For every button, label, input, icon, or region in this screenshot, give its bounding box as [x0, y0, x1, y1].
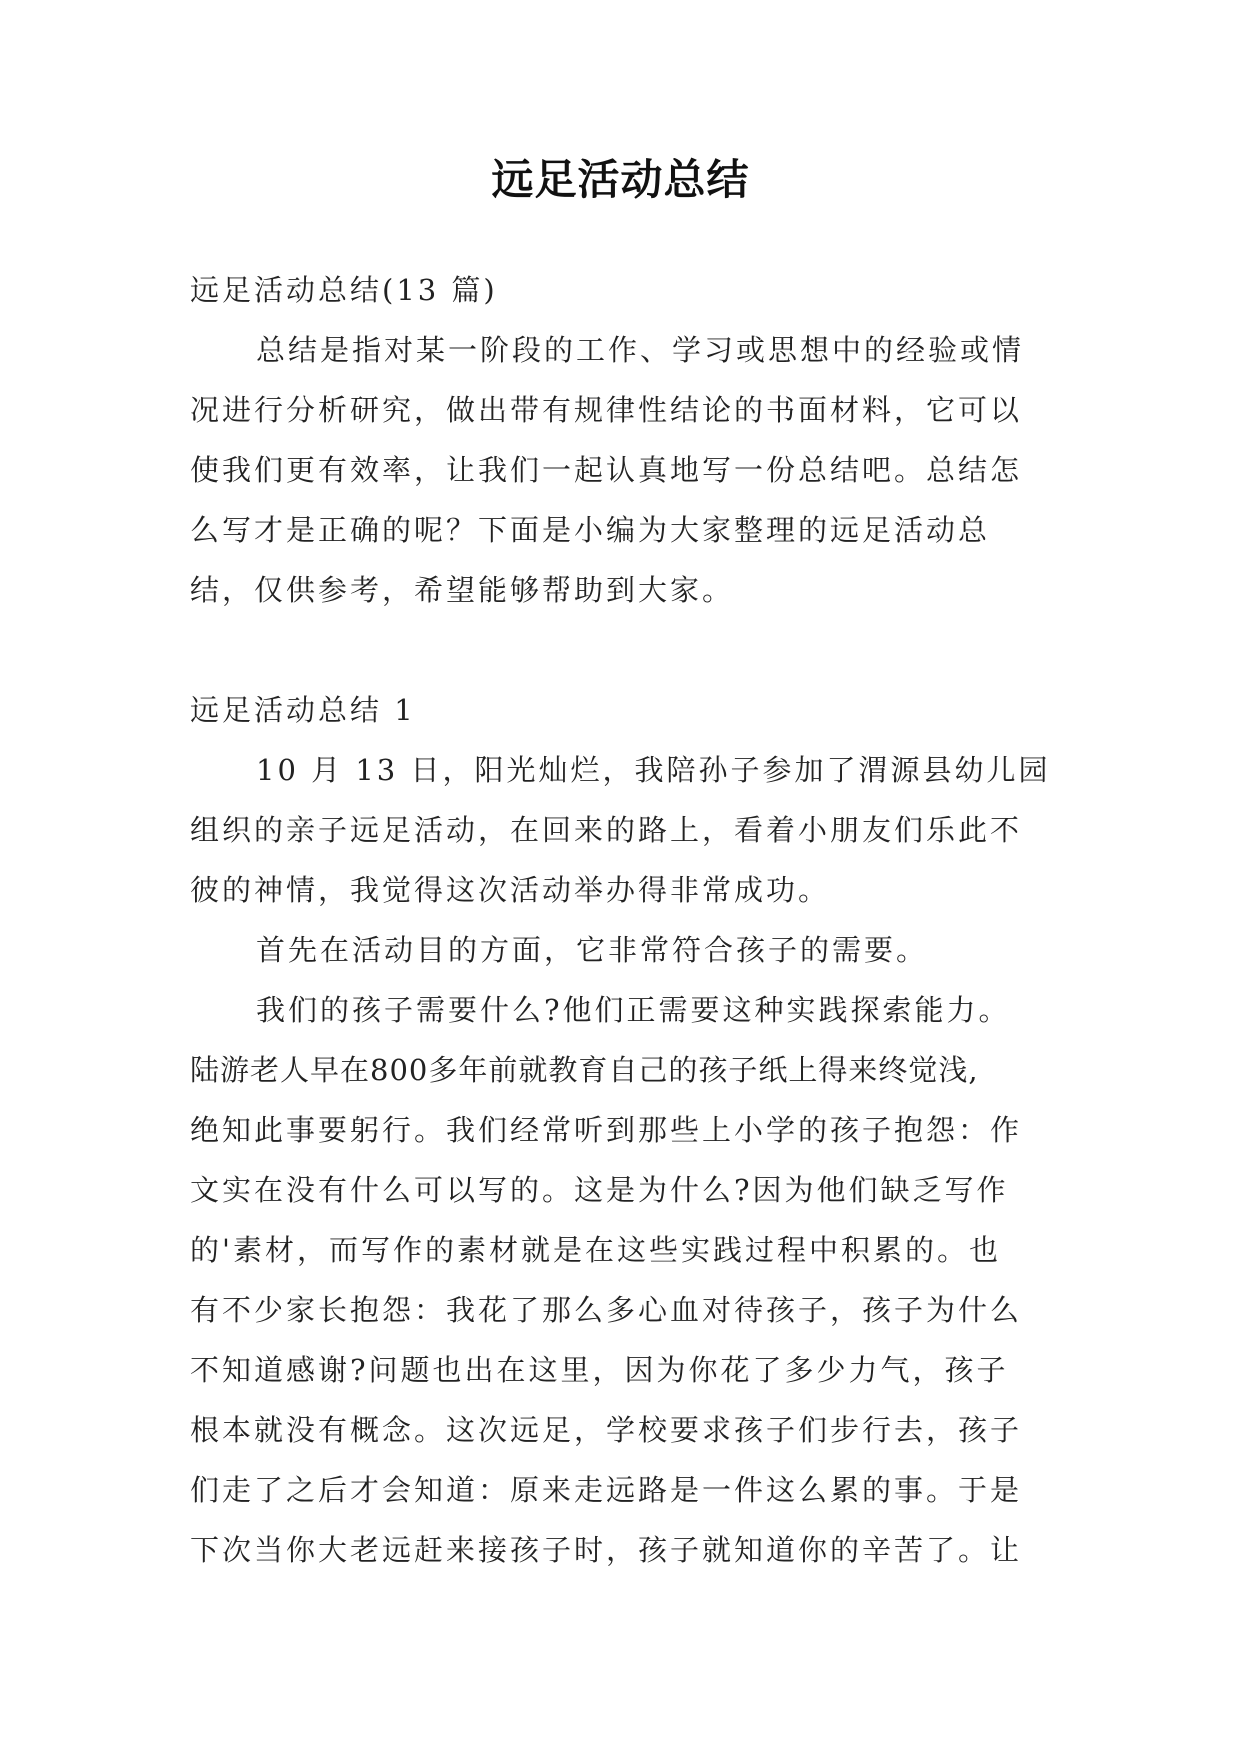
text-line: 使我们更有效率，让我们一起认真地写一份总结吧。总结怎: [190, 453, 1023, 487]
spacer: [190, 620, 1056, 680]
paragraph-2: [190, 920, 1056, 980]
text-line: 的'素材，而写作的素材就是在这些实践过程中积累的。也: [190, 1233, 1001, 1267]
text-line: 绝知此事要躬行。我们经常听到那些上小学的孩子抱怨：作: [190, 1113, 1023, 1147]
text-line: 组织的亲子远足活动，在回来的路上，看着小朋友们乐此不: [190, 813, 1023, 847]
paragraph-3: [190, 980, 1056, 1580]
document-body: [190, 260, 1056, 1580]
paragraph-1: [190, 740, 1056, 920]
intro-paragraph: [190, 320, 1056, 620]
text-line: 陆游老人早在800多年前就教育自己的孩子纸上得来终觉浅,: [190, 1053, 979, 1087]
text-line: 么写才是正确的呢？下面是小编为大家整理的远足活动总: [190, 513, 991, 547]
text-line: 下次当你大老远赶来接孩子时，孩子就知道你的辛苦了。让: [190, 1533, 1023, 1567]
text-line: 不知道感谢?问题也出在这里，因为你花了多少力气，孩子: [190, 1353, 1009, 1387]
text-line: 有不少家长抱怨：我花了那么多心血对待孩子，孩子为什么: [190, 1293, 1023, 1327]
text-line: 首先在活动目的方面，它非常符合孩子的需要。: [256, 933, 929, 967]
text-line: 10 月 13 日，阳光灿烂，我陪孙子参加了渭源县幼儿园: [256, 753, 1051, 787]
text-line: 们走了之后才会知道：原来走远路是一件这么累的事。于是: [190, 1473, 1023, 1507]
text-line: 我们的孩子需要什么?他们正需要这种实践探索能力。: [256, 993, 1011, 1027]
text-line: 结，仅供参考，希望能够帮助到大家。: [190, 573, 735, 607]
section-heading: 远足活动总结 1: [190, 693, 416, 727]
text-line: 总结是指对某一阶段的工作、学习或思想中的经验或情: [256, 333, 1025, 367]
text-line: 根本就没有概念。这次远足，学校要求孩子们步行去，孩子: [190, 1413, 1023, 1447]
subtitle: 远足活动总结(13 篇): [190, 273, 498, 307]
text-line: 彼的神情，我觉得这次活动举办得非常成功。: [190, 873, 831, 907]
text-line: 况进行分析研究，做出带有规律性结论的书面材料，它可以: [190, 393, 1023, 427]
document-title: 远足活动总结: [491, 155, 750, 204]
text-line: 文实在没有什么可以写的。这是为什么?因为他们缺乏写作: [190, 1173, 1009, 1207]
